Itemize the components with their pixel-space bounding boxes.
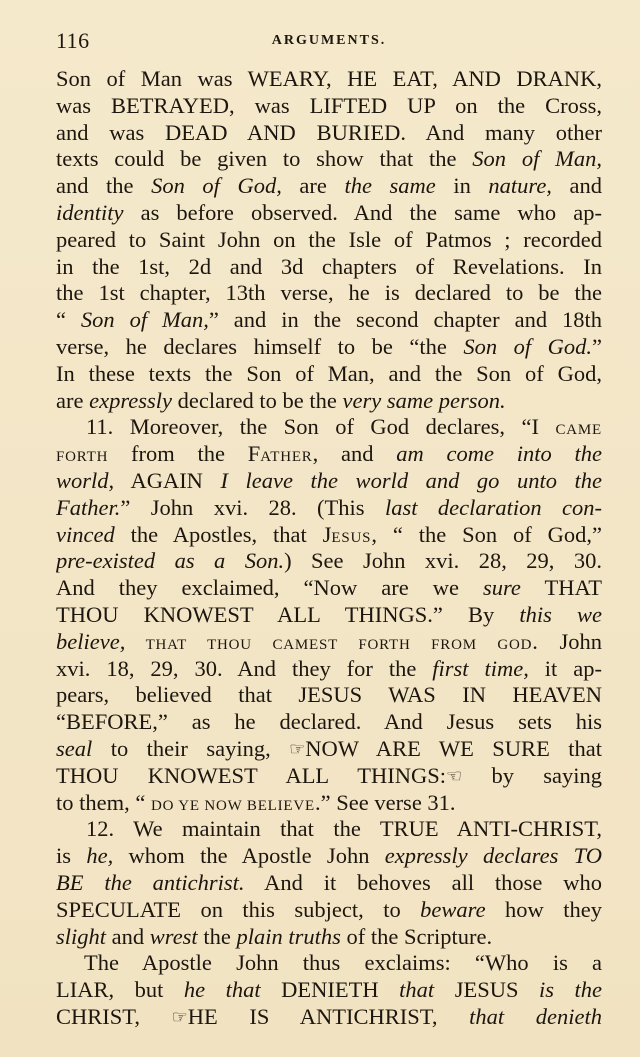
paragraph-12-start bbox=[56, 816, 602, 843]
italic-span: Son of God, bbox=[151, 173, 282, 199]
text-span: ) See John xvi. 28, 29, 30. bbox=[284, 548, 602, 574]
running-title: ARGUMENTS. bbox=[271, 33, 387, 48]
italic-span: he, bbox=[86, 843, 114, 869]
text-span: 11. Moreover, the Son of God declares, “I bbox=[86, 414, 556, 440]
text-span: whom the Apostle John bbox=[113, 843, 385, 869]
italic-span: am come into the bbox=[396, 441, 602, 467]
text-line bbox=[56, 146, 602, 173]
italic-span: slight bbox=[56, 923, 107, 949]
text-line bbox=[56, 468, 602, 495]
text-line bbox=[56, 173, 602, 200]
text-span: is bbox=[56, 843, 87, 869]
text-span: and the bbox=[56, 173, 152, 199]
text-span: “ bbox=[56, 307, 81, 333]
text-line bbox=[56, 307, 602, 334]
text-line bbox=[56, 120, 602, 147]
text-line bbox=[56, 93, 602, 120]
text-span: and bbox=[551, 173, 602, 199]
italic-span: expressly declares TO bbox=[384, 843, 602, 869]
text-span: And they exclaimed, “Now are we bbox=[56, 575, 483, 601]
text-span: THOU KNOWEST ALL THINGS.” By bbox=[56, 601, 520, 627]
text-line bbox=[56, 280, 602, 307]
text-span: ” and in the second chapter and 18th bbox=[208, 307, 602, 333]
text-line bbox=[56, 254, 602, 281]
italic-span: seal bbox=[56, 735, 93, 761]
text-line bbox=[56, 763, 602, 790]
italic-span: first time, bbox=[432, 655, 529, 681]
text-span: by saying bbox=[462, 762, 602, 788]
italic-span: pre-existed as a Son. bbox=[56, 548, 285, 574]
italic-span: plain truths bbox=[236, 923, 341, 949]
italic-span: sure bbox=[482, 575, 521, 601]
text-span: and bbox=[106, 923, 150, 949]
text-span: the bbox=[197, 923, 237, 949]
text-span: .” See verse 31. bbox=[314, 789, 456, 815]
text-line bbox=[56, 682, 602, 709]
text-line bbox=[56, 897, 602, 924]
text-span: texts could be given to show that the bbox=[56, 146, 473, 172]
text-span: JESUS bbox=[434, 977, 539, 1003]
italic-span: this we bbox=[519, 601, 602, 627]
smallcaps-span: FORTH bbox=[56, 449, 109, 466]
italic-span: Father. bbox=[56, 494, 121, 520]
italic-span: wrest bbox=[149, 923, 198, 949]
text-line bbox=[56, 522, 602, 549]
text-span: LIAR, but bbox=[56, 977, 184, 1003]
text-span: was BETRAYED, was LIFTED UP on the Cross, bbox=[56, 92, 602, 118]
text-span: xvi. 18, 29, 30. And they for the bbox=[56, 655, 433, 681]
text-span: verse, he declares himself to be “the bbox=[56, 333, 464, 359]
text-span: SPECULATE on this subject, to bbox=[56, 896, 421, 922]
text-span: the Apostles, that J bbox=[114, 521, 332, 547]
text-line bbox=[56, 388, 602, 415]
text-span: pears, believed that JESUS WAS IN HEAVEN bbox=[56, 682, 602, 708]
text-span: AGAIN bbox=[114, 467, 221, 493]
text-span: . John bbox=[532, 628, 602, 654]
italic-span: is the bbox=[539, 977, 602, 1003]
text-span: “BEFORE,” as he declared. And Jesus sets his bbox=[56, 709, 602, 735]
text-span: 12. We maintain that the TRUE ANTI-CHRIST, bbox=[86, 816, 602, 842]
italic-span: I leave the world and go unto the bbox=[220, 467, 602, 493]
text-line bbox=[56, 548, 602, 575]
italic-span: the same bbox=[344, 173, 436, 199]
italic-span: he that bbox=[183, 977, 261, 1003]
text-span: HE IS ANTICHRIST, bbox=[187, 1003, 470, 1029]
text-line bbox=[56, 629, 602, 656]
paragraph-11-start bbox=[56, 414, 602, 441]
pointing-hand-right-icon: ☞ bbox=[171, 1006, 188, 1027]
text-span: , “ the Son of God,” bbox=[371, 521, 602, 547]
italic-span: believe, bbox=[56, 628, 126, 654]
pointing-hand-left-icon: ☜ bbox=[446, 765, 463, 786]
text-line bbox=[56, 924, 602, 951]
text-span: from the F bbox=[108, 441, 261, 467]
page-body-text bbox=[56, 66, 602, 1031]
text-span: Son of Man was WEARY, HE EAT, AND DRANK, bbox=[56, 66, 602, 91]
text-span: THOU KNOWEST ALL THINGS: bbox=[56, 762, 446, 788]
text-span: are bbox=[281, 173, 345, 199]
italic-span: last declaration con- bbox=[384, 494, 602, 520]
text-line bbox=[56, 790, 602, 817]
pointing-hand-right-icon: ☞ bbox=[289, 738, 306, 759]
text-span: the 1st chapter, 13th verse, he is declared to be the bbox=[56, 280, 602, 306]
text-span: of the Scripture. bbox=[340, 923, 493, 949]
text-line bbox=[56, 361, 602, 388]
italic-span: Son of Man, bbox=[80, 307, 209, 333]
text-span: THAT bbox=[520, 575, 602, 601]
text-line bbox=[56, 602, 602, 629]
italic-span: Son of God. bbox=[463, 333, 592, 359]
text-line bbox=[56, 441, 602, 468]
text-line bbox=[56, 334, 602, 361]
page-header bbox=[56, 28, 602, 56]
text-span: in the 1st, 2d and 3d chapters of Revelations. In bbox=[56, 253, 602, 279]
text-line bbox=[56, 66, 602, 93]
italic-span: expressly bbox=[89, 387, 172, 413]
page-number: 116 bbox=[56, 28, 90, 53]
text-line bbox=[56, 656, 602, 683]
italic-span: identity bbox=[56, 199, 124, 225]
italic-span: Son of Man, bbox=[472, 146, 602, 172]
text-line bbox=[56, 870, 602, 897]
text-line bbox=[56, 709, 602, 736]
text-line bbox=[56, 736, 602, 763]
text-line bbox=[56, 950, 602, 977]
smallcaps-span: DO YE NOW BELIEVE bbox=[150, 797, 315, 814]
text-line bbox=[56, 977, 602, 1004]
text-span: peared to Saint John on the Isle of Patmos ; recorded bbox=[56, 226, 602, 252]
text-span: in bbox=[435, 173, 489, 199]
text-span: DENIETH bbox=[260, 977, 400, 1003]
text-span: The Apostle John thus exclaims: “Who is a bbox=[84, 950, 602, 976]
text-line bbox=[56, 575, 602, 602]
italic-span: world, bbox=[56, 467, 115, 493]
text-span: And it behoves all those who bbox=[244, 869, 602, 895]
text-span: to them, “ bbox=[56, 789, 151, 815]
text-span: NOW ARE WE SURE that bbox=[305, 735, 602, 761]
text-span: to their saying, bbox=[92, 735, 290, 761]
text-line bbox=[56, 227, 602, 254]
smallcaps-span: OD bbox=[509, 636, 533, 653]
italic-span: nature, bbox=[488, 173, 552, 199]
smallcaps-span: CAME bbox=[555, 422, 602, 439]
text-span: declared to be the bbox=[171, 387, 343, 413]
italic-span: very same person. bbox=[342, 387, 506, 413]
smallcaps-span: ESUS bbox=[331, 529, 372, 546]
text-span: In these texts the Son of Man, and the Son of God, bbox=[56, 360, 602, 386]
italic-span: BE the antichrist. bbox=[56, 869, 245, 895]
text-span: ” bbox=[592, 333, 602, 359]
smallcaps-span: ATHER bbox=[260, 449, 313, 466]
text-line bbox=[56, 495, 602, 522]
italic-span: that bbox=[399, 977, 435, 1003]
text-line bbox=[56, 843, 602, 870]
text-span: as before observed. And the same who ap- bbox=[123, 199, 602, 225]
smallcaps-span: THAT THOU CAMEST FORTH FROM G bbox=[125, 636, 509, 653]
text-span: how they bbox=[485, 896, 602, 922]
text-span: are bbox=[56, 387, 90, 413]
text-span: it ap- bbox=[528, 655, 602, 681]
text-span: , and bbox=[312, 441, 397, 467]
text-span: CHRIST, bbox=[56, 1003, 172, 1029]
italic-span: beware bbox=[420, 896, 486, 922]
text-span: ” John xvi. 28. (This bbox=[120, 494, 385, 520]
text-line bbox=[56, 1004, 602, 1031]
text-span: and was DEAD AND BURIED. And many other bbox=[56, 119, 602, 145]
italic-span: vinced bbox=[56, 521, 115, 547]
italic-span: that denieth bbox=[469, 1003, 602, 1029]
text-line bbox=[56, 200, 602, 227]
